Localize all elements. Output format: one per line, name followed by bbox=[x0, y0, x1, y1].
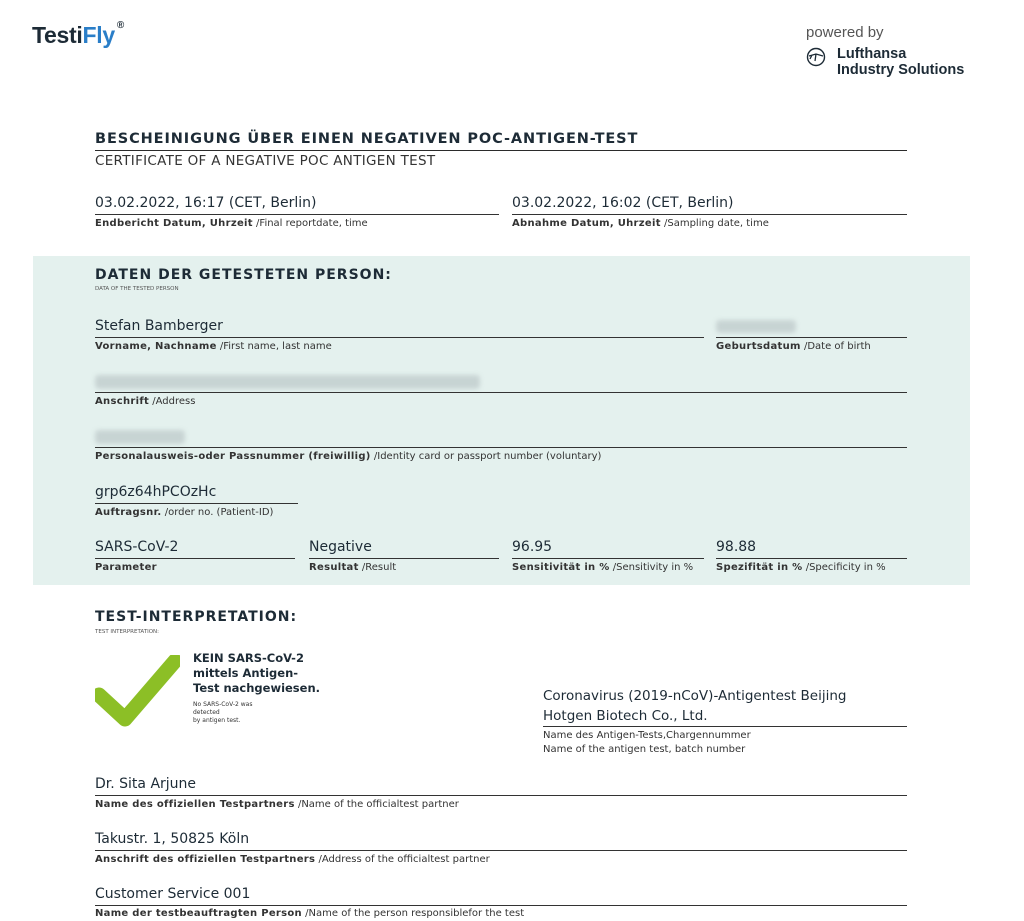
partner-logo-line1: Lufthansa bbox=[837, 46, 907, 62]
name-label-en: /First name, last name bbox=[219, 341, 332, 352]
dob-rule bbox=[716, 337, 907, 338]
result-line-2: mittels Antigen- bbox=[193, 666, 299, 680]
antigen-test-value bbox=[543, 686, 846, 726]
responsible-label-en: /Name of the person responsiblefor the test bbox=[305, 908, 525, 919]
dob-label bbox=[716, 341, 871, 352]
antigen-test-label bbox=[543, 729, 751, 757]
specificity-label bbox=[716, 562, 886, 573]
final-report-label-de: Endbericht Datum, Uhrzeit bbox=[95, 218, 253, 229]
name-rule bbox=[95, 337, 704, 338]
result-label-en: /Result bbox=[361, 562, 397, 573]
title-divider bbox=[95, 150, 907, 151]
responsible-person-value: Customer Service 001 bbox=[95, 886, 251, 902]
sensitivity-label-en: /Sensitivity in % bbox=[612, 562, 694, 573]
order-label-en: /order no. (Patient-ID) bbox=[164, 507, 274, 518]
negative-result-text-en bbox=[193, 701, 252, 725]
sensitivity-label-de: Sensitivität in % bbox=[512, 562, 610, 573]
partner-address-value: Takustr. 1, 50825 Köln bbox=[95, 831, 250, 847]
redacted-birthdate bbox=[716, 320, 796, 333]
person-section-title: DATEN DER GETESTETEN PERSON: bbox=[95, 267, 392, 283]
interpretation-title: TEST-INTERPRETATION: bbox=[95, 609, 298, 625]
result-en-2: detected bbox=[193, 709, 220, 716]
order-rule bbox=[95, 503, 298, 504]
partner-name-label-de: Name des offiziellen Testpartners bbox=[95, 799, 295, 810]
id-label-en: /Identity card or passport number (voluntary) bbox=[373, 451, 602, 462]
result-en-3: by antigen test. bbox=[193, 717, 241, 724]
sampling-label-en: /Sampling date, time bbox=[664, 218, 769, 229]
antigen-value-line1: Coronavirus (2019-nCoV)-Antigentest Beijing bbox=[543, 688, 847, 704]
responsible-label-de: Name der testbeauftragten Person bbox=[95, 908, 302, 919]
name-label-de: Vorname, Nachname bbox=[95, 341, 217, 352]
registered-mark: ® bbox=[116, 20, 124, 31]
interpretation-subtitle: TEST INTERPRETATION: bbox=[95, 629, 159, 635]
partner-name-label-en: /Name of the officialtest partner bbox=[297, 799, 459, 810]
order-label-de: Auftragsnr. bbox=[95, 507, 162, 518]
order-value: grp6z64hPCOzHc bbox=[95, 484, 217, 500]
sampling-label-de: Abnahme Datum, Uhrzeit bbox=[512, 218, 661, 229]
partner-address-rule bbox=[95, 850, 907, 851]
address-label-de: Anschrift bbox=[95, 396, 150, 407]
checkmark-icon bbox=[95, 655, 180, 727]
redacted-address bbox=[95, 375, 480, 389]
testifly-logo bbox=[32, 22, 124, 49]
dob-label-en: /Date of birth bbox=[803, 341, 871, 352]
partner-address-label-en: /Address of the officialtest partner bbox=[318, 854, 490, 865]
antigen-label-en: Name of the antigen test, batch number bbox=[543, 744, 746, 755]
partner-name-rule bbox=[95, 795, 907, 796]
antigen-label-de: Name des Antigen-Tests,Chargennummer bbox=[543, 730, 751, 741]
person-section-subtitle: DATA OF THE TESTED PERSON bbox=[95, 286, 179, 292]
specificity-label-en: /Specificity in % bbox=[805, 562, 886, 573]
result-value: Negative bbox=[309, 539, 372, 555]
sensitivity-rule bbox=[512, 558, 704, 559]
result-en-1: No SARS-CoV-2 was bbox=[193, 701, 253, 708]
result-line-1: KEIN SARS-CoV-2 bbox=[193, 651, 304, 665]
lufthansa-crane-icon bbox=[806, 47, 826, 67]
final-report-rule bbox=[95, 214, 499, 215]
certificate-title-de: BESCHEINIGUNG ÜBER EINEN NEGATIVEN POC-ANTIGEN-TEST bbox=[95, 131, 639, 147]
parameter-value: SARS-CoV-2 bbox=[95, 539, 179, 555]
id-label bbox=[95, 451, 601, 462]
antigen-value-line2: Hotgen Biotech Co., Ltd. bbox=[543, 708, 708, 724]
specificity-label-de: Spezifität in % bbox=[716, 562, 803, 573]
result-label bbox=[309, 562, 396, 573]
final-report-label bbox=[95, 218, 368, 229]
id-label-de: Personalausweis-oder Passnummer (freiwillig) bbox=[95, 451, 371, 462]
address-rule bbox=[95, 392, 907, 393]
name-value: Stefan Bamberger bbox=[95, 318, 223, 334]
parameter-label bbox=[95, 562, 157, 573]
powered-by-text: powered by bbox=[806, 24, 884, 41]
specificity-value: 98.88 bbox=[716, 539, 757, 555]
partner-address-label-de: Anschrift des offiziellen Testpartners bbox=[95, 854, 316, 865]
parameter-rule bbox=[95, 558, 295, 559]
final-report-label-en: /Final reportdate, time bbox=[256, 218, 368, 229]
address-label-en: /Address bbox=[152, 396, 196, 407]
partner-address-label bbox=[95, 854, 490, 865]
sensitivity-label bbox=[512, 562, 693, 573]
certificate-title-en: CERTIFICATE OF A NEGATIVE POC ANTIGEN TEST bbox=[95, 153, 436, 169]
parameter-label-de: Parameter bbox=[95, 562, 157, 573]
antigen-rule bbox=[543, 726, 907, 727]
tested-person-panel bbox=[33, 256, 970, 585]
specificity-rule bbox=[716, 558, 907, 559]
result-rule bbox=[309, 558, 499, 559]
partner-logo-name bbox=[837, 46, 964, 78]
redacted-id-number bbox=[95, 430, 185, 444]
responsible-person-rule bbox=[95, 905, 907, 906]
partner-logo-line2: Industry Solutions bbox=[837, 62, 965, 78]
order-label bbox=[95, 507, 273, 518]
partner-name-label bbox=[95, 799, 459, 810]
sensitivity-value: 96.95 bbox=[512, 539, 553, 555]
id-rule bbox=[95, 447, 907, 448]
logo-text: Testi bbox=[32, 22, 83, 48]
name-label bbox=[95, 341, 332, 352]
dob-label-de: Geburtsdatum bbox=[716, 341, 801, 352]
sampling-value: 03.02.2022, 16:02 (CET, Berlin) bbox=[512, 195, 734, 211]
address-label bbox=[95, 396, 195, 407]
sampling-label bbox=[512, 218, 769, 229]
result-label-de: Resultat bbox=[309, 562, 359, 573]
negative-result-text bbox=[193, 651, 320, 696]
result-line-3: Test nachgewiesen. bbox=[193, 681, 321, 695]
final-report-value: 03.02.2022, 16:17 (CET, Berlin) bbox=[95, 195, 317, 211]
sampling-rule bbox=[512, 214, 907, 215]
partner-name-value: Dr. Sita Arjune bbox=[95, 776, 197, 792]
logo-text-fly: Fly bbox=[82, 22, 115, 48]
responsible-person-label bbox=[95, 908, 524, 919]
